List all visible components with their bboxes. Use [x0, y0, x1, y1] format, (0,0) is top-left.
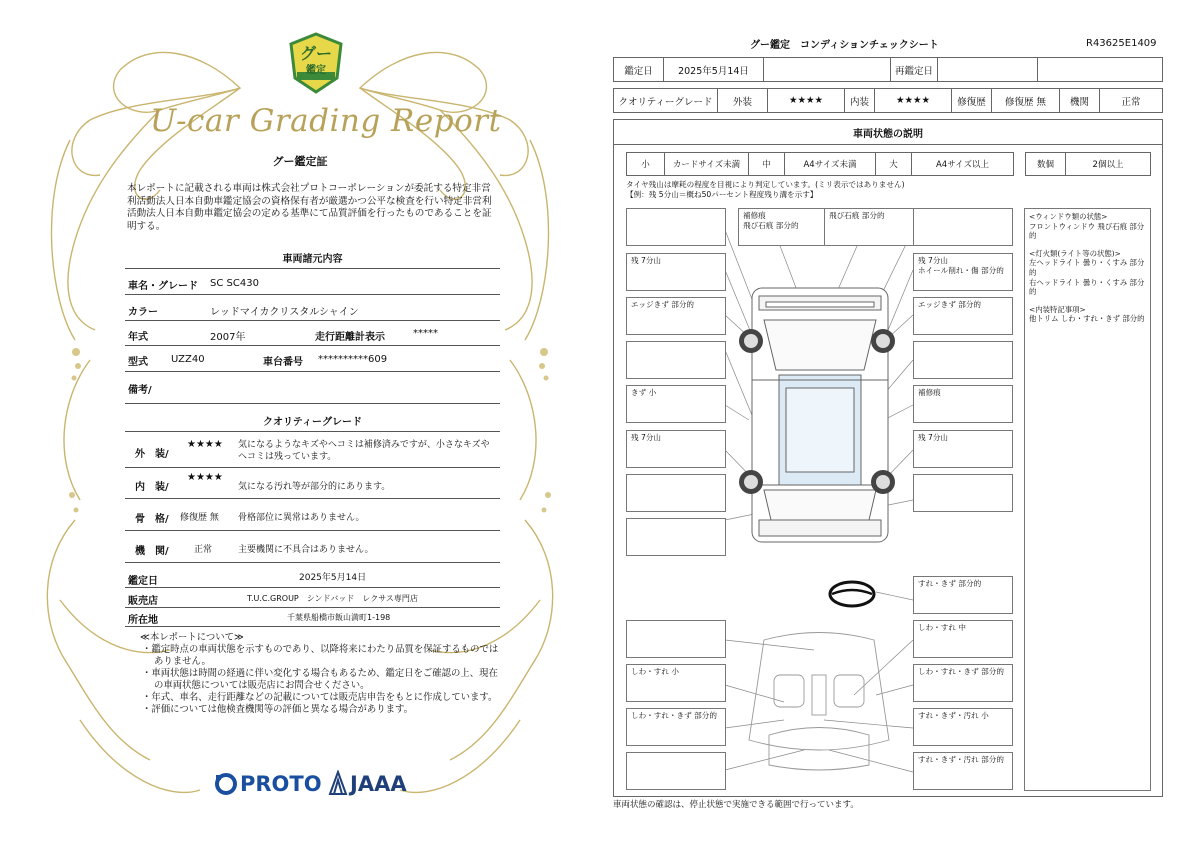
grade-row-engine	[125, 535, 500, 563]
info-row-date	[125, 568, 500, 588]
exterior-stars: ★★★★	[187, 439, 223, 450]
engine-text: 主要機関に不具合はありません。	[238, 545, 374, 555]
ext-box-l5: 残 7分山	[626, 430, 726, 468]
int-box-l2	[626, 620, 726, 658]
divider	[125, 267, 500, 269]
chassis-value: **********609	[318, 354, 388, 365]
count-label: 数個	[1026, 153, 1066, 175]
badge-sub: 鑑定	[306, 65, 326, 76]
size-small-desc: カードサイズ未満	[665, 153, 749, 175]
ext-box-r2: エッジきず 部分的	[913, 297, 1013, 335]
blank-cell	[1038, 58, 1164, 81]
int-box-l4: しわ・すれ・きず 部分的	[626, 708, 726, 746]
reappraisal-value	[938, 58, 1038, 81]
model-value: UZZ40	[171, 354, 205, 365]
appraisal-date-label: 鑑定日	[614, 58, 664, 81]
jaaa-logo: JAAA	[350, 772, 407, 796]
int-box-r3: しわ・すれ・きず 部分的	[913, 664, 1013, 702]
spec-row-model	[125, 348, 500, 372]
divider	[125, 430, 500, 432]
jaaa-logo-icon	[328, 770, 348, 796]
ext-stars: ★★★★	[768, 89, 845, 112]
grade-row-interior	[125, 470, 500, 499]
size-small: 小	[627, 153, 665, 175]
note-item: ・年式、車名、走行距離などの記載については販売店申告をもとに作成しています。	[142, 692, 498, 703]
spec-row-name	[125, 272, 500, 295]
quality-label: クオリティーグレード	[614, 89, 718, 112]
ext-box-r5: 残 7分山	[913, 430, 1013, 468]
size-mid-desc: A4サイズ未満	[785, 153, 876, 175]
date-value: 2025年5月14日	[299, 573, 367, 583]
ext-box-top-right: 飛び石痕 部分的	[824, 208, 924, 246]
info-row-address	[125, 609, 500, 627]
grade-row-frame	[125, 503, 500, 531]
ext-box-l4: きず 小	[626, 385, 726, 423]
remarks-label: 備考/	[128, 385, 152, 396]
note-line: 他トリム しわ・すれ・きず 部分的	[1029, 314, 1145, 324]
mileage-label: 走行距離計表示	[315, 332, 385, 343]
grade-row-exterior	[125, 437, 500, 468]
engine-label: 機 関/	[135, 546, 169, 557]
note-line: 左ヘッドライト 曇り・くすみ 部分的	[1029, 258, 1145, 277]
interior-stars: ★★★★	[187, 472, 223, 483]
appraisal-date-value: 2025年5月14日	[664, 58, 764, 81]
exterior-label: 外 装/	[135, 449, 169, 460]
spec-row-remarks	[125, 375, 500, 404]
certificate-title: グー鑑定証	[272, 155, 328, 168]
ext-box-top-far	[913, 208, 1013, 246]
repair-value: 修復歴 無	[992, 89, 1060, 112]
badge-label	[287, 32, 345, 94]
steering-wheel-icon	[830, 582, 874, 606]
car-topview	[752, 288, 888, 542]
engine-label: 機関	[1060, 89, 1100, 112]
address-label: 所在地	[128, 615, 158, 626]
size-large: 大	[876, 153, 912, 175]
ext-box-l2: エッジきず 部分的	[626, 297, 726, 335]
ext-box-top-left	[626, 208, 726, 246]
note-item: ・車両状態は時間の経過に伴い変化する場合もあるため、鑑定日をご確認の上、現在の車両状態については販売店にお問合せください。	[142, 668, 498, 691]
interior-text: 気になる汚れ等が部分的にあります。	[238, 482, 391, 492]
vehicle-condition-panel	[613, 119, 1163, 797]
int-box-r1: すれ・きず 部分的	[913, 576, 1013, 614]
count-desc: 2個以上	[1092, 160, 1124, 170]
engine-value: 正常	[194, 545, 213, 555]
date-label: 鑑定日	[128, 576, 158, 587]
address-value: 千葉県船橋市飯山満町1-198	[287, 613, 391, 622]
name-label: 車名・グレード	[128, 281, 198, 292]
frame-label: 骨 格/	[135, 514, 169, 525]
condition-check-sheet	[600, 0, 1200, 848]
int-box-l3: しわ・すれ 小	[626, 664, 726, 702]
ext-box-l7	[626, 518, 726, 556]
sheet-id: R43625E1409	[1086, 38, 1157, 49]
quality-table	[613, 88, 1163, 113]
size-mid: 中	[749, 153, 785, 175]
note-line: 右ヘッドライト 曇り・くすみ 部分的	[1029, 277, 1145, 297]
note-item: ・鑑定時点の車両状態を示すものであり、以降将来にわたり品質を保証するものではありません。	[142, 644, 499, 667]
certificate-body: 本レポートに記載される車両は株式会社プロトコーポレーションが委託する特定非営利活動法人日本自動車鑑定協会の資格保有者が厳選かつ公平な検査を行い特定非営利活動法人日本自動車鑑定協会の定める基準にて品質評価を行ったものであることを証明する。	[127, 183, 492, 232]
note-line: <灯火類(ライト等の状態)>	[1029, 248, 1121, 258]
size-large-desc: A4サイズ以上	[935, 160, 990, 170]
note-line: <ウィンドウ類の状態>	[1029, 212, 1108, 221]
int-box-r2: しわ・すれ 中	[913, 620, 1013, 658]
quality-heading: クオリティーグレード	[263, 417, 362, 428]
color-label: カラー	[128, 307, 158, 318]
notes-heading: ≪本レポートについて≫	[140, 632, 244, 643]
report-notes	[140, 632, 500, 716]
sheet-title: グー鑑定 コンディションチェックシート	[750, 40, 939, 51]
proto-logo-icon	[214, 772, 240, 796]
car-interior-view	[749, 633, 889, 771]
chassis-label: 車台番号	[263, 357, 303, 368]
int-stars: ★★★★	[875, 89, 952, 112]
year-label: 年式	[128, 332, 148, 343]
ext-box-l1: 残 7分山	[626, 253, 726, 291]
dealer-value: T.U.C.GROUP シンドバッド レクサス専門店	[247, 594, 418, 603]
model-label: 型式	[128, 357, 148, 368]
repair-label: 修復歴	[952, 89, 992, 112]
color-value: レッドマイカクリスタルシャイン	[210, 307, 359, 318]
ext-box-r6	[913, 474, 1013, 512]
ext-label: 外装	[718, 89, 768, 112]
proto-logo: PROTO	[240, 772, 322, 796]
note-line: フロントウィンドウ 飛び石痕 部分的	[1029, 221, 1145, 241]
year-value: 2007年	[210, 332, 246, 343]
script-title: U-car Grading Report	[150, 103, 502, 139]
spec-heading: 車両諸元内容	[282, 254, 343, 265]
int-label: 内装	[845, 89, 875, 112]
ext-box-l6	[626, 474, 726, 512]
ext-box-top-mid: 補修痕 飛び石痕 部分的	[738, 208, 838, 246]
tire-note: タイヤ残山は摩耗の程度を目視により判定しています。(ミリ表示ではありません)	[626, 180, 905, 189]
int-box-l5	[626, 752, 726, 790]
ext-box-r3	[913, 341, 1013, 379]
tire-note-example: 【例：残 5分山＝概ね50パーセント程度残り溝を示す】	[626, 190, 818, 199]
spec-row-color	[125, 298, 500, 321]
mileage-value: *****	[413, 328, 438, 339]
reappraisal-label: 再鑑定日	[891, 58, 938, 81]
sheet-footer: 車両状態の確認は、停止状態で実施できる範囲で行っています。	[613, 800, 859, 810]
ext-box-l3	[626, 341, 726, 379]
ext-box-r4: 補修痕	[913, 385, 1013, 423]
dealer-label: 販売店	[128, 596, 158, 607]
section-title: 車両状態の説明	[614, 120, 1162, 145]
note-line: <内装特記事項>	[1029, 304, 1086, 314]
blank-cell	[764, 58, 891, 81]
int-box-r5: すれ・きず・汚れ 部分的	[913, 752, 1013, 790]
int-box-r4: すれ・きず・汚れ 小	[913, 708, 1013, 746]
date-table	[613, 57, 1163, 82]
ext-box-r1: 残 7分山 ホイール削れ・傷 部分的	[913, 253, 1013, 291]
exterior-text: 気になるようなキズやヘコミは補修済みですが、小さなキズやヘコミは残っています。	[238, 440, 490, 462]
info-row-dealer	[125, 589, 500, 608]
badge-text: グー	[299, 44, 332, 63]
name-value: SC SC430	[210, 278, 259, 289]
spec-row-year	[125, 323, 500, 346]
interior-label: 内 装/	[135, 482, 169, 493]
frame-value: 修復歴 無	[180, 513, 219, 523]
note-item: ・評価については他検査機関等の評価と異なる場合があります。	[142, 704, 413, 715]
engine-value: 正常	[1121, 96, 1141, 108]
frame-text: 骨格部位に異常はありません。	[238, 513, 365, 523]
